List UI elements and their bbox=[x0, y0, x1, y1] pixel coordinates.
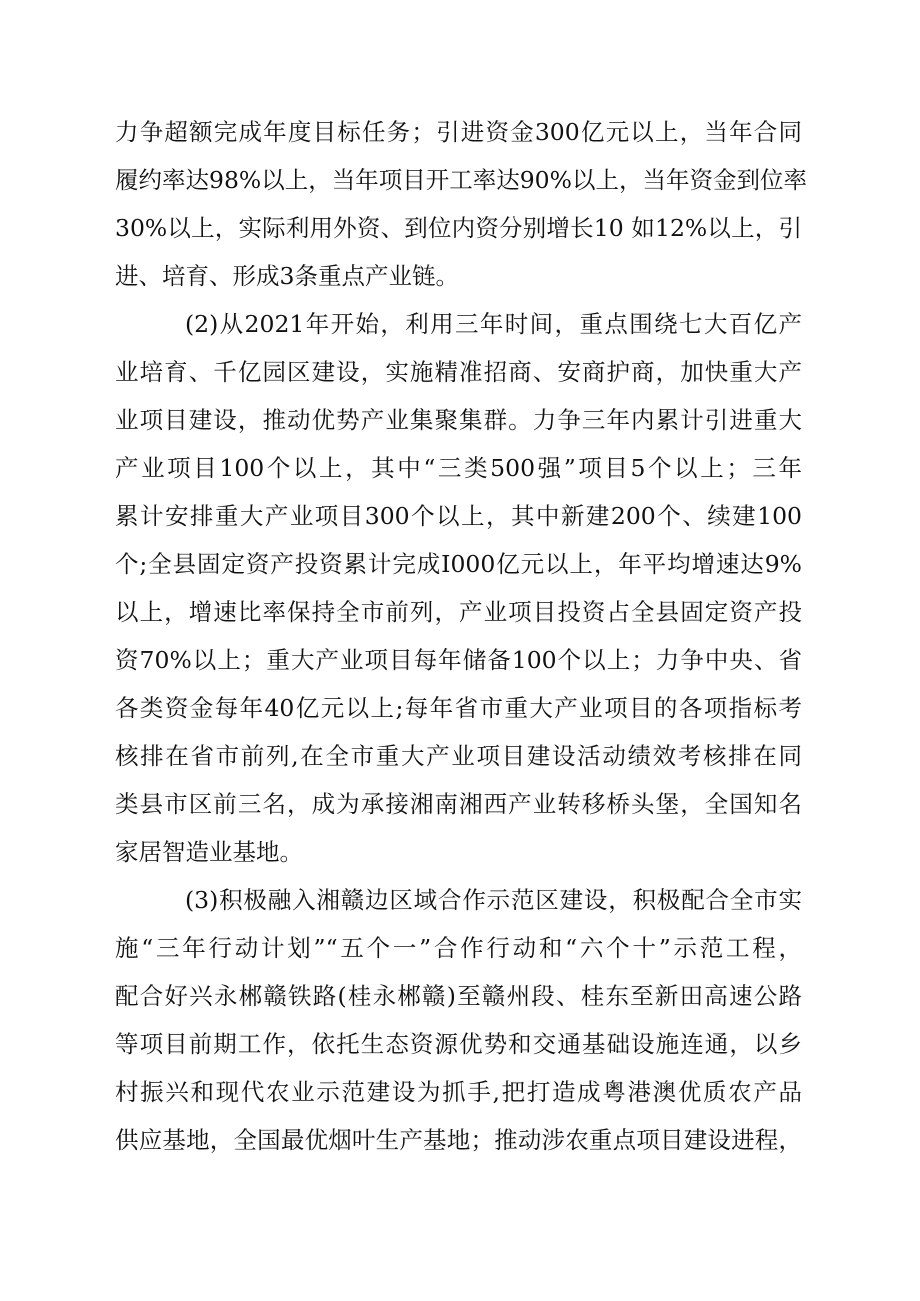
text-line: 各类资金每年40亿元以上;每年省市重大产业项目的各项指标考 bbox=[115, 694, 802, 722]
text-line: 业项目建设，推动优势产业集聚集群。力争三年内累计引进重大 bbox=[115, 406, 802, 434]
document-body bbox=[115, 108, 807, 1164]
text-line: (2)从2021年开始，利用三年时间，重点围绕七大百亿产 bbox=[185, 310, 802, 338]
text-line: 以上，增速比率保持全市前列，产业项目投资占全县固定资产投 bbox=[115, 598, 802, 626]
text-line: 供应基地，全国最优烟叶生产基地；推动涉农重点项目建设进程， bbox=[115, 1126, 802, 1154]
text-line: 个;全县固定资产投资累计完成I000亿元以上，年平均增速达9% bbox=[115, 550, 802, 578]
paragraph bbox=[115, 108, 807, 300]
text-line: 家居智造业基地。 bbox=[115, 838, 303, 866]
text-line: 业培育、千亿园区建设，实施精准招商、安商护商，加快重大产 bbox=[115, 358, 802, 386]
text-line: 施“三年行动计划”“五个一”合作行动和“六个十”示范工程， bbox=[115, 934, 802, 962]
paragraph bbox=[115, 876, 802, 1164]
text-line: 30%以上，实际利用外资、到位内资分别增长10 如12%以上，引 bbox=[115, 214, 802, 242]
text-line: 资70%以上；重大产业项目每年储备100个以上；力争中央、省 bbox=[115, 646, 802, 674]
text-line: 类县市区前三名，成为承接湘南湘西产业转移桥头堡，全国知名 bbox=[115, 790, 802, 818]
text-line: 力争超额完成年度目标任务；引进资金300亿元以上，当年合同 bbox=[115, 118, 802, 146]
paragraph bbox=[115, 300, 802, 876]
text-line: 产业项目100个以上，其中“三类500强”项目5个以上；三年 bbox=[115, 454, 802, 482]
text-line: 进、培育、形成3条重点产业链。 bbox=[115, 262, 459, 290]
text-line: 等项目前期工作，依托生态资源优势和交通基础设施连通，以乡 bbox=[115, 1030, 802, 1058]
text-line: 核排在省市前列,在全市重大产业项目建设活动绩效考核排在同 bbox=[115, 742, 802, 770]
text-line: 履约率达98%以上，当年项目开工率达90%以上，当年资金到位率 bbox=[115, 166, 807, 194]
text-line: (3)积极融入湘赣边区域合作示范区建设，积极配合全市实 bbox=[185, 886, 802, 914]
text-line: 村振兴和现代农业示范建设为抓手,把打造成粤港澳优质农产品 bbox=[115, 1078, 802, 1106]
text-line: 配合好兴永郴赣铁路(桂永郴赣)至赣州段、桂东至新田高速公路 bbox=[115, 982, 802, 1010]
text-line: 累计安排重大产业项目300个以上，其中新建200个、续建100 bbox=[115, 502, 802, 530]
